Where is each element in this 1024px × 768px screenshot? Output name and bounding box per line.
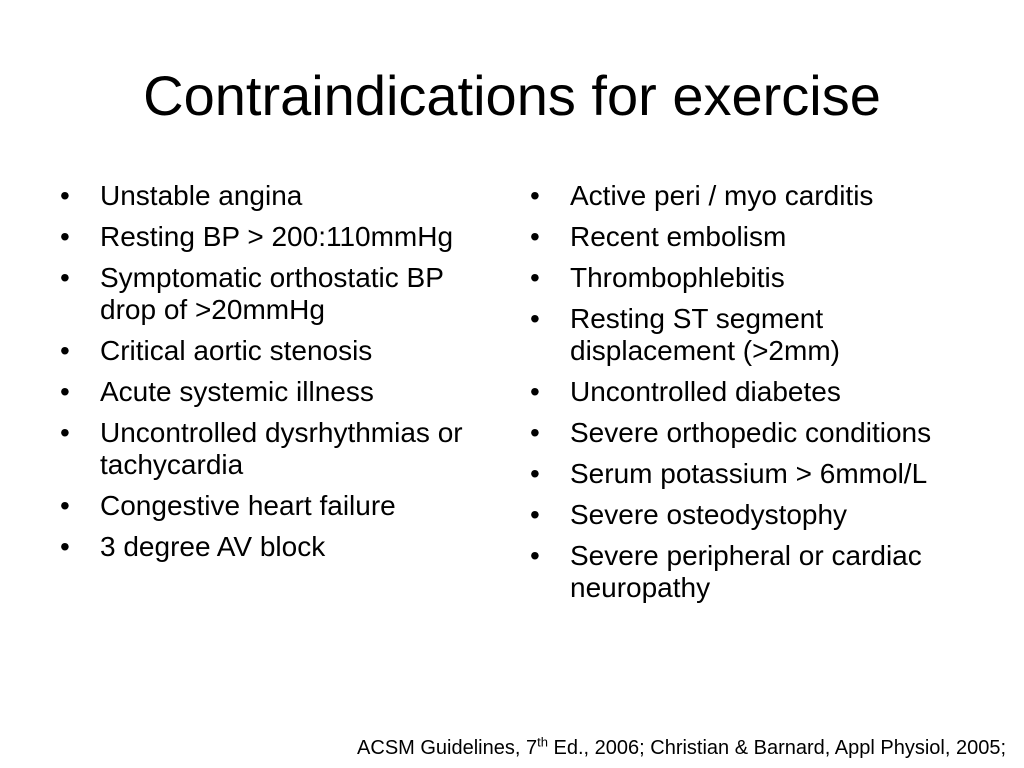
- bullet-icon: •: [60, 335, 70, 366]
- citation-prefix: ACSM Guidelines, 7: [357, 737, 538, 759]
- bullet-icon: •: [530, 221, 540, 252]
- bullet-icon: •: [530, 499, 540, 530]
- bullet-icon: •: [530, 540, 540, 571]
- list-item: [60, 335, 480, 367]
- list-item: [530, 303, 970, 367]
- list-item-text: 3 degree AV block: [100, 531, 326, 562]
- bullet-icon: •: [60, 180, 70, 211]
- list-item-text: Severe orthopedic conditions: [570, 417, 932, 448]
- list-item-text: Acute systemic illness: [100, 376, 374, 407]
- bullet-icon: •: [60, 262, 70, 293]
- list-item: [530, 458, 970, 490]
- list-item-text: Recent embolism: [570, 221, 787, 252]
- slide-title: Contraindications for exercise: [143, 64, 881, 127]
- list-item: [60, 531, 480, 563]
- citation-suffix: Ed., 2006; Christian & Barnard, Appl Physiol, 2005;: [547, 737, 1006, 759]
- list-item: [530, 499, 970, 531]
- bullet-icon: •: [530, 458, 540, 489]
- list-item-text: Resting ST segment displacement (>2mm): [570, 303, 840, 366]
- bullet-icon: •: [530, 262, 540, 293]
- citation: [357, 736, 1006, 760]
- right-bullet-list: [530, 180, 970, 613]
- list-item: [60, 417, 480, 481]
- list-item: [60, 490, 480, 522]
- list-item: [60, 376, 480, 408]
- list-item: [60, 221, 480, 253]
- list-item: [530, 417, 970, 449]
- list-item-text: Unstable angina: [100, 180, 303, 211]
- left-bullet-list: [60, 180, 480, 572]
- bullet-icon: •: [530, 303, 540, 334]
- list-item: [60, 262, 480, 326]
- bullet-icon: •: [60, 221, 70, 252]
- list-item: [530, 221, 970, 253]
- list-item-text: Uncontrolled dysrhythmias or tachycardia: [100, 417, 463, 480]
- bullet-icon: •: [60, 376, 70, 407]
- list-item-text: Active peri / myo carditis: [570, 180, 874, 211]
- list-item-text: Uncontrolled diabetes: [570, 376, 841, 407]
- citation-superscript: th: [537, 734, 548, 750]
- list-item: [530, 262, 970, 294]
- list-item-text: Serum potassium > 6mmol/L: [570, 458, 928, 489]
- list-item: [60, 180, 480, 212]
- bullet-icon: •: [530, 376, 540, 407]
- list-item-text: Critical aortic stenosis: [100, 335, 373, 366]
- list-item-text: Severe osteodystophy: [570, 499, 848, 530]
- list-item: [530, 540, 970, 604]
- list-item-text: Symptomatic orthostatic BP drop of >20mmHg: [100, 262, 444, 325]
- list-item: [530, 376, 970, 408]
- list-item: [530, 180, 970, 212]
- bullet-icon: •: [530, 180, 540, 211]
- list-item-text: Congestive heart failure: [100, 490, 396, 521]
- list-item-text: Severe peripheral or cardiac neuropathy: [570, 540, 922, 603]
- bullet-icon: •: [60, 531, 70, 562]
- list-item-text: Thrombophlebitis: [570, 262, 785, 293]
- bullet-icon: •: [530, 417, 540, 448]
- bullet-icon: •: [60, 417, 70, 448]
- list-item-text: Resting BP > 200:110mmHg: [100, 221, 454, 252]
- bullet-icon: •: [60, 490, 70, 521]
